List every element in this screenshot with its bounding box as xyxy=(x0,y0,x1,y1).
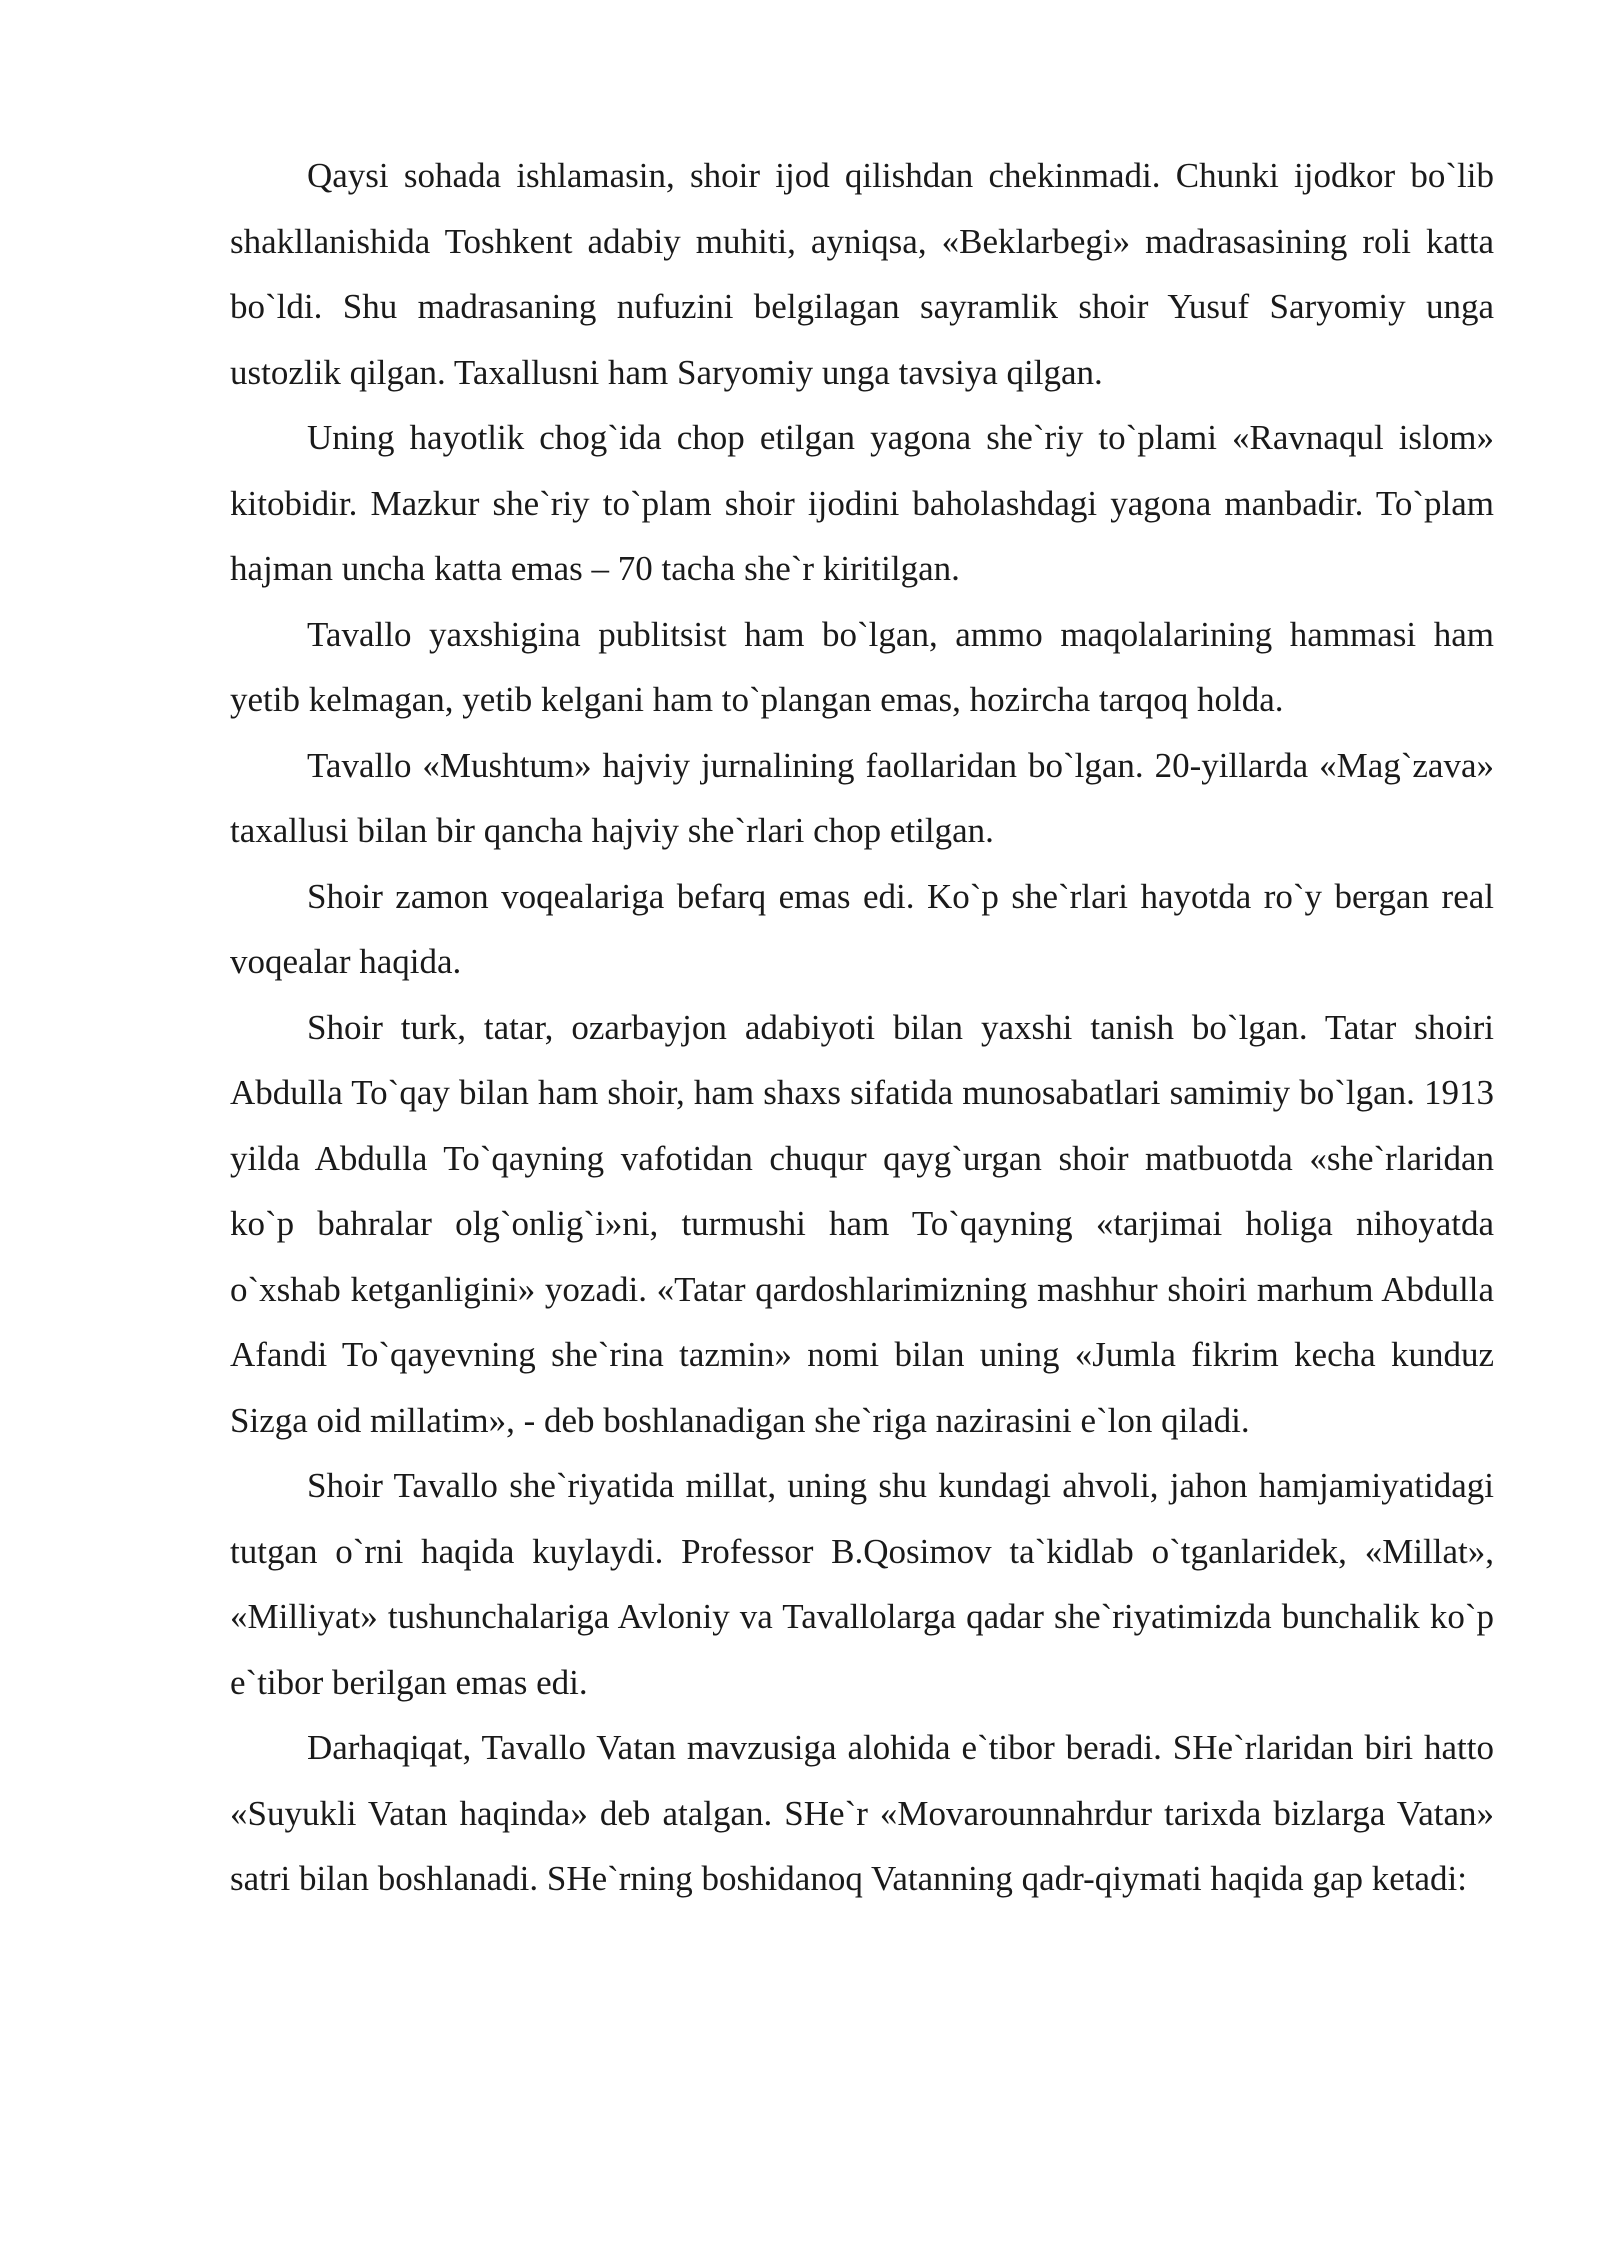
paragraph-5: Shoir zamon voqealariga befarq emas edi. Ko`p she`rlari hayotda ro`y bergan real voqealar haqida. xyxy=(230,876,1494,981)
paragraph-3: Tavallo yaxshigina publitsist ham bo`lgan, ammo maqolalarining hammasi ham yetib kelmagan, yetib kelgani ham to`plangan emas, hozircha tarqoq holda. xyxy=(230,614,1494,719)
paragraph-6: Shoir turk, tatar, ozarbayjon adabiyoti bilan yaxshi tanish bo`lgan. Tatar shoiri Abdulla To`qay bilan ham shoir, ham shaxs sifatida munosabatlari samimiy bo`lgan. 1913 yilda Abdulla To`qayning vafotidan chuqur qayg`urgan shoir matbuotda «she`rlaridan ko`p bahralar olg`onlig`i»ni, turmushi ham To`qayning «tarjimai holiga nihoyatda o`xshab ketganligini» yozadi. «Tatar qardoshlarimizning mashhur shoiri marhum Abdulla Afandi To`qayevning she`rina tazmin» nomi bilan uning «Jumla fikrim kecha kunduz Sizga oid millatim», - deb boshlanadigan she`riga nazirasini e`lon qiladi. xyxy=(230,1007,1494,1440)
paragraph-7: Shoir Tavallo she`riyatida millat, uning shu kundagi ahvoli, jahon hamjamiyatidagi tutgan o`rni haqida kuylaydi. Professor B.Qosimov ta`kidlab o`tganlaridek, «Millat», «Milliyat» tushunchalariga Avloniy va Tavallolarga qadar she`riyatimizda bunchalik ko`p e`tibor berilgan emas edi. xyxy=(230,1466,1494,1702)
paragraph-8: Darhaqiqat, Tavallo Vatan mavzusiga alohida e`tibor beradi. SHe`rlaridan biri hatto «Suyukli Vatan haqinda» deb atalgan. SHe`r «Movarounnahrdur tarixda bizlarga Vatan» satri bilan boshlanadi. SHe`rning boshidanoq Vatanning qadr-qiymati haqida gap ketadi: xyxy=(230,1728,1494,1898)
paragraph-1: Qaysi sohada ishlamasin, shoir ijod qilishdan chekinmadi. Chunki ijodkor bo`lib shakllanishida Toshkent adabiy muhiti, ayniqsa, «Beklarbegi» madrasasining roli katta bo`ldi. Shu madrasaning nufuzini belgilagan sayramlik shoir Yusuf Saryomiy unga ustozlik qilgan. Taxallusni ham Saryomiy unga tavsiya qilgan. xyxy=(230,156,1494,392)
paragraph-4: Tavallo «Mushtum» hajviy jurnalining faollaridan bo`lgan. 20-yillarda «Mag`zava» taxallusi bilan bir qancha hajviy she`rlari chop etilgan. xyxy=(230,745,1494,850)
paragraph-2: Uning hayotlik chog`ida chop etilgan yagona she`riy to`plami «Ravnaqul islom» kitobidir. Mazkur she`riy to`plam shoir ijodini baholashdagi yagona manbadir. To`plam hajman uncha katta emas – 70 tacha she`r kiritilgan. xyxy=(230,418,1494,588)
body-text xyxy=(230,143,1494,1912)
